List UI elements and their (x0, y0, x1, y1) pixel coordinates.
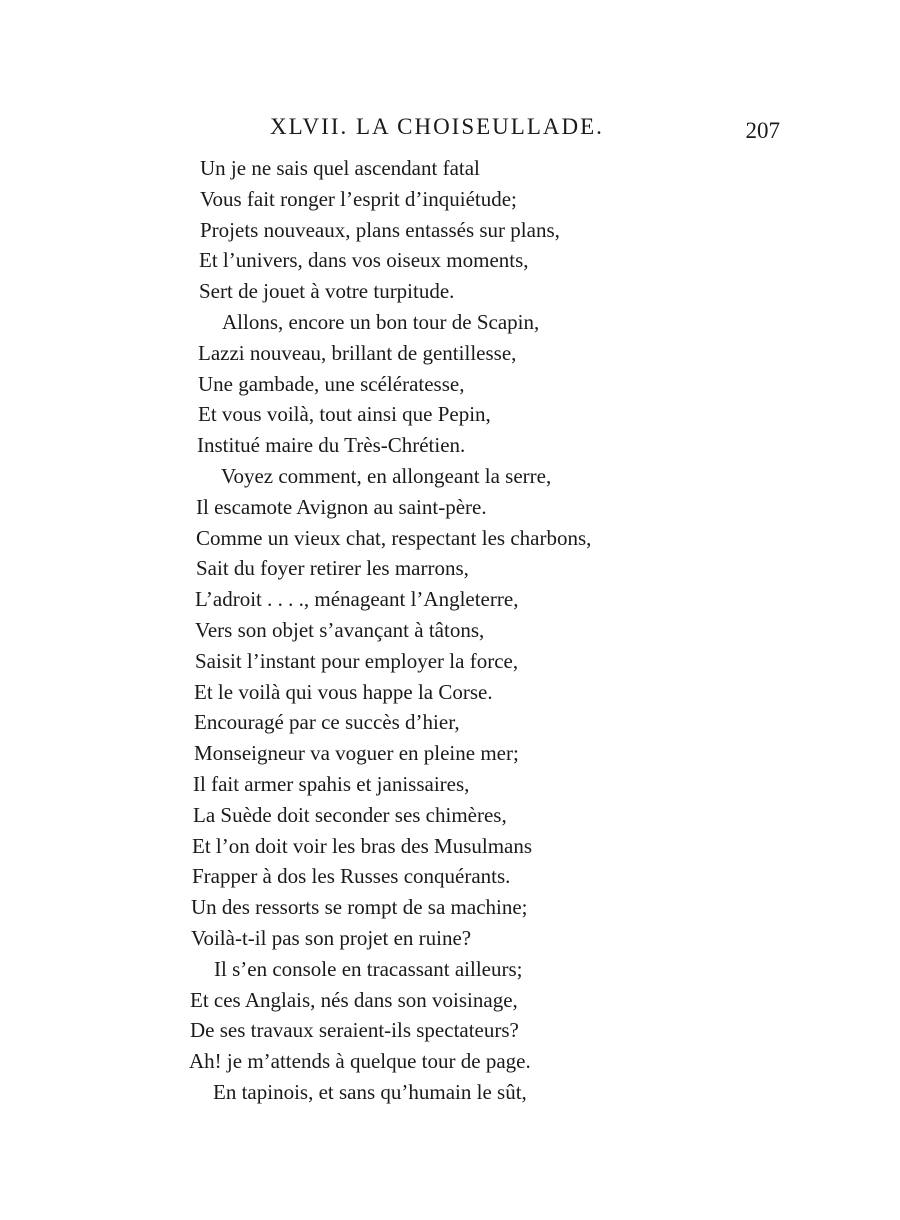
verse-line: Lazzi nouveau, brillant de gentillesse, (198, 340, 517, 365)
verse-line: Vers son objet s’avançant à tâtons, (195, 617, 485, 642)
verse-line: Un des ressorts se rompt de sa machine; (191, 895, 528, 920)
verse-line: Une gambade, une scélératesse, (198, 371, 465, 396)
verse-line: Et l’on doit voir les bras des Musulmans (192, 833, 533, 858)
running-head (150, 114, 790, 148)
verse-line: Comme un vieux chat, respectant les charbons, (196, 525, 592, 550)
verse-line: Et l’univers, dans vos oiseux moments, (199, 248, 529, 273)
poem-verse (180, 153, 740, 1108)
verse-line: Et le voilà qui vous happe la Corse. (194, 679, 493, 704)
verse-line: Sert de jouet à votre turpitude. (199, 279, 455, 304)
verse-line: La Suède doit seconder ses chimères, (193, 802, 507, 827)
page-number: 207 (745, 118, 780, 143)
verse-line: Vous fait ronger l’esprit d’inquiétude; (200, 186, 517, 211)
verse-line: Encouragé par ce succès d’hier, (194, 710, 460, 735)
verse-line: Frapper à dos les Russes conquérants. (192, 864, 511, 889)
verse-line: L’adroit . . . ., ménageant l’Angleterre, (195, 587, 519, 612)
verse-line: Sait du foyer retirer les marrons, (196, 556, 469, 581)
verse-line: Il s’en console en tracassant ailleurs; (214, 956, 523, 981)
verse-line: Monseigneur va voguer en pleine mer; (194, 741, 519, 766)
verse-line: En tapinois, et sans qu’humain le sût, (213, 1079, 527, 1104)
verse-line: Ah! je m’attends à quelque tour de page. (189, 1049, 531, 1074)
verse-line: Il fait armer spahis et janissaires, (193, 771, 470, 796)
running-title: XLVII. LA CHOISEULLADE. (270, 114, 604, 139)
verse-line: De ses travaux seraient-ils spectateurs? (190, 1018, 519, 1043)
verse-line: Projets nouveaux, plans entassés sur plans, (200, 217, 560, 242)
verse-line: Institué maire du Très-Chrétien. (197, 433, 466, 458)
verse-line: Allons, encore un bon tour de Scapin, (222, 309, 540, 334)
verse-line: Voilà-t-il pas son projet en ruine? (191, 925, 472, 950)
verse-line: Voyez comment, en allongeant la serre, (221, 463, 552, 488)
verse-line: Et ces Anglais, nés dans son voisinage, (190, 987, 518, 1012)
verse-line: Il escamote Avignon au saint-père. (196, 494, 487, 519)
verse-line: Et vous voilà, tout ainsi que Pepin, (198, 402, 491, 427)
verse-line: Saisit l’instant pour employer la force, (195, 648, 519, 673)
verse-line: Un je ne sais quel ascendant fatal (200, 156, 480, 180)
